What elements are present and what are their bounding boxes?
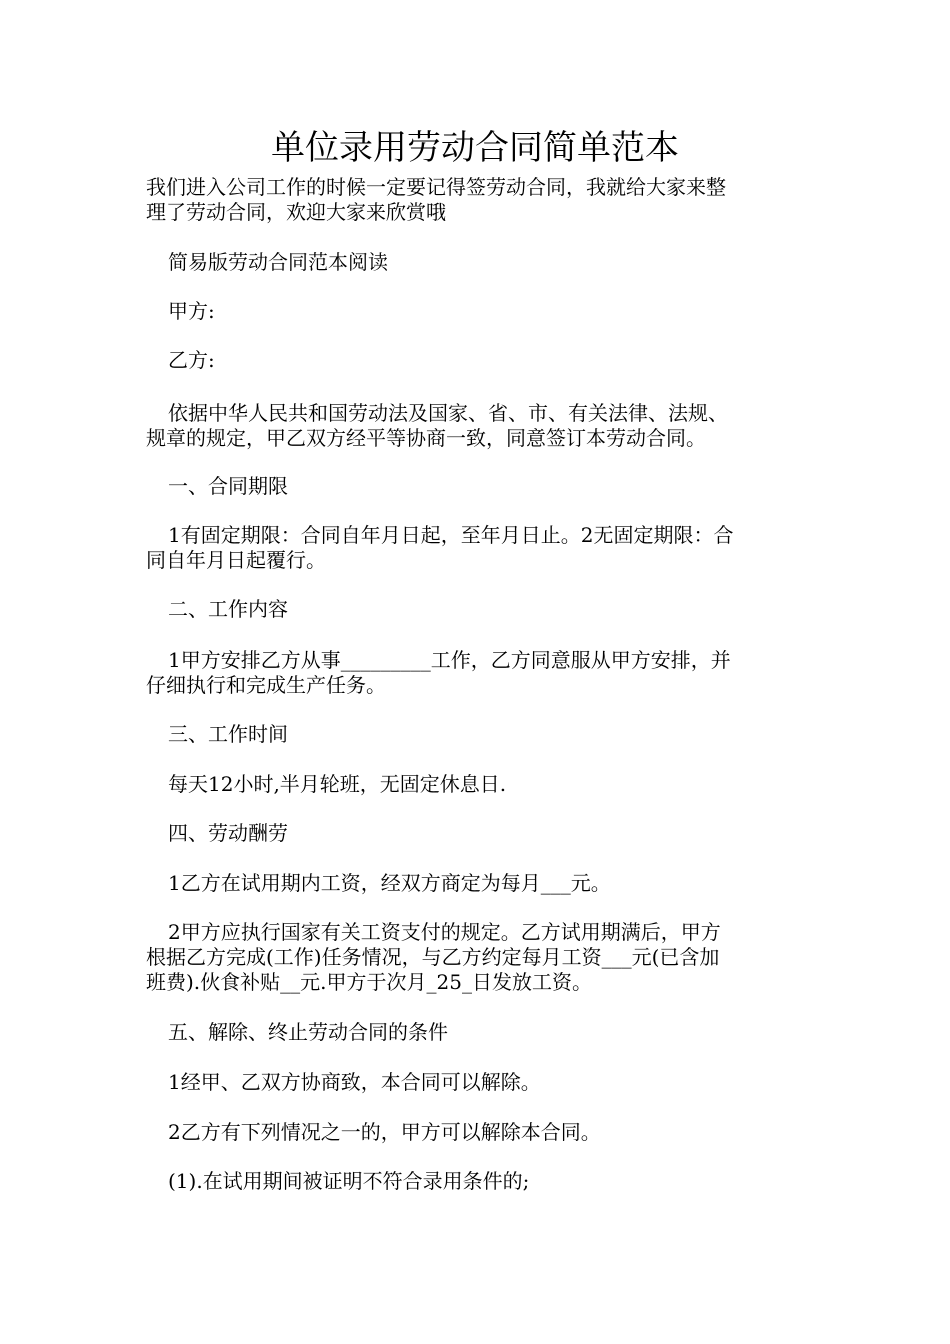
section-5-p2-line-1: 2乙方有下列情况之一的，甲方可以解除本合同。 xyxy=(168,1120,601,1144)
section-4-paragraph-2 xyxy=(146,920,806,995)
section-1-line-2: 同自年月日起覆行。 xyxy=(146,548,326,572)
intro-line-2: 理了劳动合同，欢迎大家来欣赏哦 xyxy=(146,200,446,224)
party-b xyxy=(146,348,806,373)
section-2-line-1: 1甲方安排乙方从事_________工作，乙方同意服从甲方安排，并 xyxy=(168,648,731,672)
section-4-heading-text: 四、劳动酬劳 xyxy=(168,821,288,845)
section-4-p1-line-1: 1乙方在试用期内工资，经双方商定为每月___元。 xyxy=(168,871,611,895)
subtitle xyxy=(146,250,806,275)
section-1-heading-text: 一、合同期限 xyxy=(168,474,288,498)
section-2-line-2: 仔细执行和完成生产任务。 xyxy=(146,673,386,697)
basis-paragraph xyxy=(146,401,806,451)
section-4-paragraph-1 xyxy=(146,871,806,896)
section-3-paragraph xyxy=(146,772,806,797)
section-5-heading-text: 五、解除、终止劳动合同的条件 xyxy=(168,1020,448,1044)
document-title: 单位录用劳动合同简单范本 xyxy=(271,128,679,168)
section-2-heading xyxy=(146,597,806,622)
basis-line-2: 规章的规定，甲乙双方经平等协商一致，同意签订本劳动合同。 xyxy=(146,426,706,450)
party-b-label: 乙方: xyxy=(168,348,215,372)
section-3-heading-text: 三、工作时间 xyxy=(168,722,288,746)
section-4-p2-line-1: 2甲方应执行国家有关工资支付的规定。乙方试用期满后，甲方 xyxy=(168,920,721,944)
section-4-p2-line-2: 根据乙方完成(工作)任务情况，与乙方约定每月工资___元(已含加 xyxy=(146,945,720,969)
section-1-heading xyxy=(146,474,806,499)
section-3-line-1: 每天12小时,半月轮班，无固定休息日. xyxy=(168,772,507,796)
section-2-paragraph xyxy=(146,648,806,698)
section-2-heading-text: 二、工作内容 xyxy=(168,597,288,621)
section-4-heading xyxy=(146,821,806,846)
section-4-p2-line-3: 班费).伙食补贴__元.甲方于次月_25_日发放工资。 xyxy=(146,970,592,994)
intro-paragraph xyxy=(146,175,806,225)
section-5-p3-line-1: (1).在试用期间被证明不符合录用条件的; xyxy=(168,1169,530,1193)
section-5-paragraph-1 xyxy=(146,1070,806,1095)
subtitle-text: 简易版劳动合同范本阅读 xyxy=(168,250,388,274)
section-5-heading xyxy=(146,1020,806,1045)
section-5-paragraph-2 xyxy=(146,1120,806,1145)
section-3-heading xyxy=(146,722,806,747)
section-5-paragraph-3 xyxy=(146,1169,806,1194)
intro-line-1: 我们进入公司工作的时候一定要记得签劳动合同，我就给大家来整 xyxy=(146,175,726,199)
section-1-line-1: 1有固定期限：合同自年月日起，至年月日止。2无固定期限：合 xyxy=(168,523,734,547)
section-5-p1-line-1: 1经甲、乙双方协商致，本合同可以解除。 xyxy=(168,1070,541,1094)
party-a xyxy=(146,299,806,324)
basis-line-1: 依据中华人民共和国劳动法及国家、省、市、有关法律、法规、 xyxy=(168,401,728,425)
party-a-label: 甲方: xyxy=(168,299,215,323)
section-1-paragraph xyxy=(146,523,806,573)
